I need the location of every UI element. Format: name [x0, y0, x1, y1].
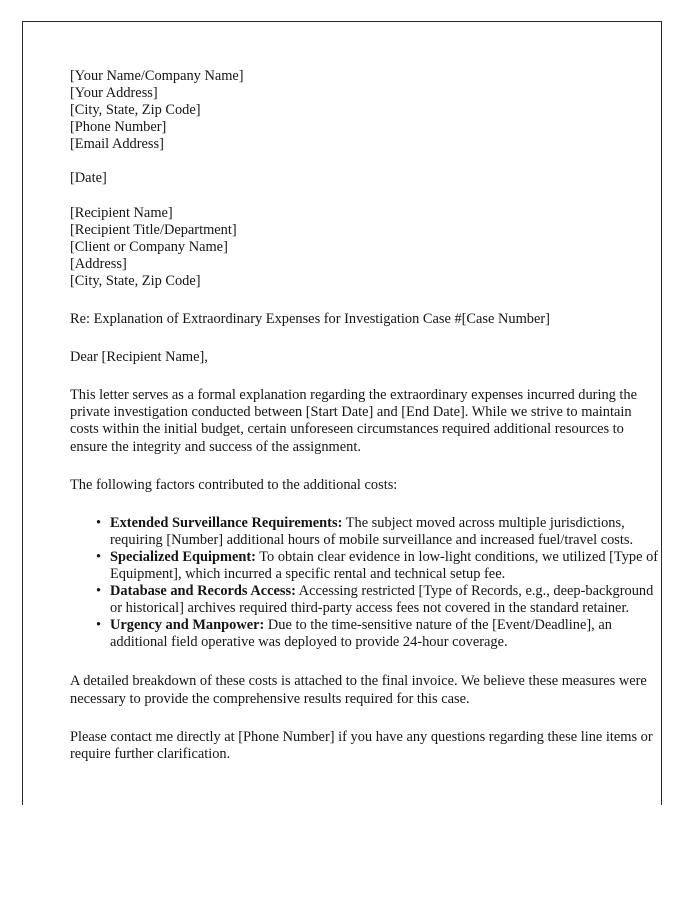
list-item — [110, 549, 661, 583]
spacer-before-salutation — [70, 328, 661, 349]
spacer-before-list — [70, 494, 661, 515]
sender-email-line: [Email Address] — [70, 136, 164, 153]
subject-line: Re: Explanation of Extraordinary Expenses for Investigation Case #[Case Number] — [70, 311, 550, 328]
paragraph-intro: This letter serves as a formal explanation regarding the extraordinary expenses incurred during the private investigation conducted between [Start Date] and [End Date]. While we strive to maintain costs within the initial budget, certain unforeseen circumstances required additional resources to ensure the integrity and success of the assignment. — [70, 387, 638, 455]
paragraph-contact: Please contact me directly at [Phone Number] if you have any questions regarding these line items or require further clarification. — [70, 728, 653, 762]
sender-name-line: [Your Name/Company Name] — [70, 68, 244, 84]
factor-text: Due to the time-sensitive nature of the [Event/Deadline], an additional field operative was deployed to provide 24-hour coverage. — [110, 617, 612, 651]
sender-address-line: [Your Address] — [70, 85, 158, 102]
spacer-before-breakdown — [70, 651, 661, 673]
factor-text: To obtain clear evidence in low-light conditions, we utilized [Type of Equipment], which incurred a specific rental and technical setup fee. — [110, 548, 659, 582]
factors-list — [70, 515, 661, 652]
letter-body — [70, 68, 661, 763]
recipient-city-state-zip-line: [City, State, Zip Code] — [70, 272, 201, 289]
sender-city-state-zip-line: [City, State, Zip Code] — [70, 102, 201, 119]
factor-text: Accessing restricted [Type of Records, e.g., deep-background or historical] archives required third-party access fees not covered in the standard retainer. — [110, 583, 654, 617]
spacer-before-subject — [70, 290, 661, 311]
spacer-after-date — [70, 188, 661, 205]
sender-phone-line: [Phone Number] — [70, 119, 167, 136]
spacer-after-sender — [70, 153, 661, 170]
date-block — [70, 170, 661, 187]
recipient-address-block — [70, 205, 661, 290]
factor-text: The subject moved across multiple jurisdictions, requiring [Number] additional hours of mobile surveillance and increased fuel/travel costs. — [110, 514, 634, 548]
recipient-company-line: [Client or Company Name] — [70, 238, 228, 255]
sender-address-block — [70, 68, 661, 153]
factor-lead: Urgency and Manpower: — [110, 617, 265, 634]
spacer-before-intro — [70, 366, 661, 387]
factor-lead: Specialized Equipment: — [110, 548, 256, 565]
list-intro: The following factors contributed to the additional costs: — [70, 476, 398, 493]
list-item — [110, 515, 661, 549]
spacer-before-contact — [70, 708, 661, 729]
spacer-before-list-intro — [70, 456, 661, 477]
paragraph-breakdown: A detailed breakdown of these costs is attached to the final invoice. We believe these measures were necessary to provide the comprehensive results required for this case. — [70, 673, 647, 707]
date-line: [Date] — [70, 170, 107, 187]
list-item — [110, 617, 661, 651]
recipient-name-line: [Recipient Name] — [70, 204, 173, 221]
list-item — [110, 583, 661, 617]
factor-lead: Database and Records Access: — [110, 583, 296, 600]
recipient-title-line: [Recipient Title/Department] — [70, 221, 237, 238]
recipient-address-line: [Address] — [70, 255, 127, 272]
page-frame — [22, 21, 662, 805]
factor-lead: Extended Surveillance Requirements: — [110, 514, 343, 531]
salutation: Dear [Recipient Name], — [70, 349, 208, 366]
